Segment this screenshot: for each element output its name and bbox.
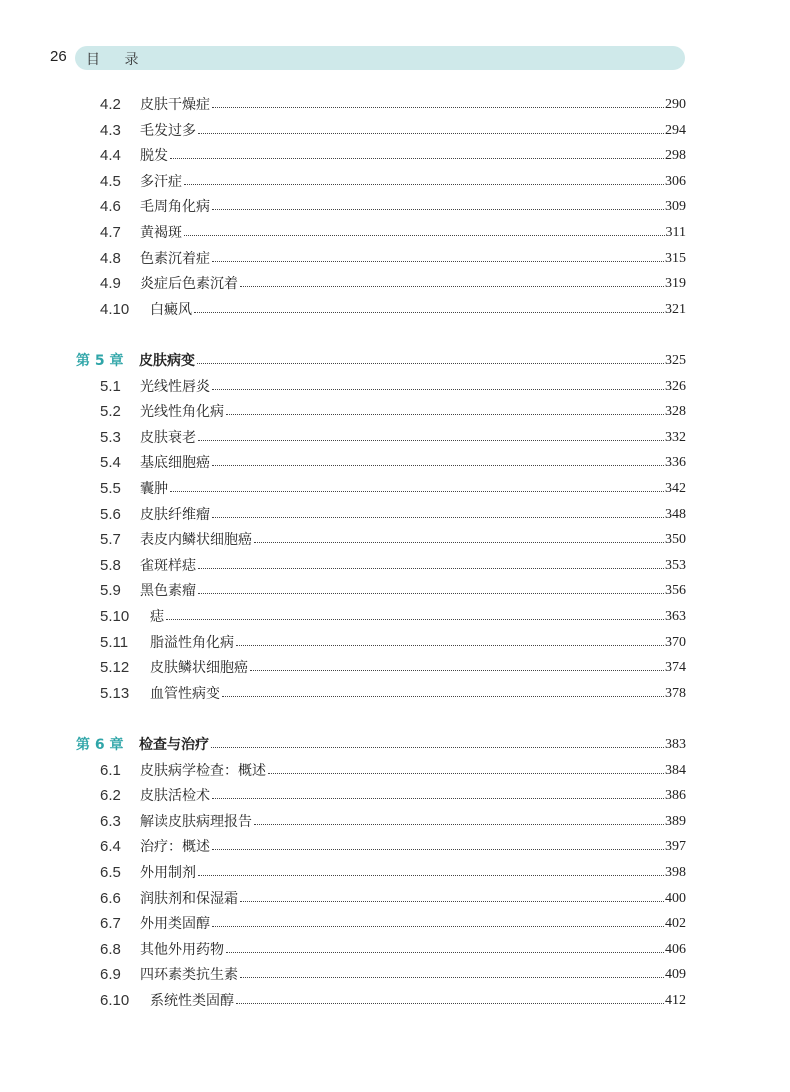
section-title: 黄褐斑 bbox=[140, 225, 182, 241]
page-ref: 363 bbox=[665, 609, 686, 624]
dot-leader bbox=[254, 541, 664, 543]
section-title: 痣 bbox=[150, 609, 164, 625]
section-row[interactable] bbox=[0, 145, 790, 167]
section-title: 系统性类固醇 bbox=[150, 993, 234, 1009]
section-number: 4.5 bbox=[100, 172, 121, 190]
chapter-row[interactable] bbox=[0, 350, 790, 372]
section-row[interactable] bbox=[0, 376, 790, 398]
section-row[interactable] bbox=[0, 580, 790, 602]
page-ref: 374 bbox=[665, 660, 686, 676]
dot-leader bbox=[212, 848, 664, 850]
header-title: 目 录 bbox=[86, 52, 149, 68]
dot-leader bbox=[212, 388, 664, 390]
section-title: 白癜风 bbox=[150, 301, 192, 318]
dot-leader bbox=[268, 772, 664, 774]
section-number: 6.9 bbox=[100, 966, 121, 984]
section-number: 5.10 bbox=[100, 608, 130, 625]
section-title: 脱发 bbox=[140, 148, 168, 165]
section-number: 6.4 bbox=[100, 838, 121, 856]
section-number: 4.7 bbox=[100, 224, 121, 241]
page-ref: 306 bbox=[665, 173, 686, 189]
section-number: 5.9 bbox=[100, 582, 121, 600]
dot-leader bbox=[240, 976, 664, 978]
dot-leader bbox=[222, 695, 664, 697]
section-number: 6.3 bbox=[100, 812, 121, 830]
dot-leader bbox=[211, 746, 664, 748]
section-number: 4.6 bbox=[100, 198, 121, 216]
section-row[interactable] bbox=[0, 120, 790, 142]
dot-leader bbox=[254, 823, 664, 825]
section-number: 5.5 bbox=[100, 480, 121, 497]
page-ref: 402 bbox=[665, 916, 686, 932]
section-title: 基底细胞癌 bbox=[140, 455, 210, 472]
section-title: 雀斑样痣 bbox=[140, 557, 196, 574]
chapter-number: 第 5 章 bbox=[76, 353, 124, 369]
section-title: 四环素类抗生素 bbox=[140, 967, 238, 984]
section-title: 皮肤衰老 bbox=[140, 429, 196, 446]
page-ref: 353 bbox=[665, 557, 686, 573]
section-title: 脂溢性角化病 bbox=[150, 634, 234, 651]
section-title: 囊肿 bbox=[140, 481, 168, 497]
page-ref: 350 bbox=[665, 532, 686, 548]
page-ref: 348 bbox=[665, 506, 686, 522]
dot-leader bbox=[184, 234, 665, 236]
section-title: 皮肤干燥症 bbox=[140, 97, 210, 113]
page-ref: 326 bbox=[665, 378, 686, 394]
dot-leader bbox=[170, 157, 664, 159]
page-ref: 386 bbox=[665, 788, 686, 804]
section-row[interactable] bbox=[0, 990, 790, 1012]
dot-leader bbox=[236, 644, 664, 646]
dot-leader bbox=[184, 183, 664, 185]
dot-leader bbox=[226, 951, 664, 953]
page-ref: 384 bbox=[665, 762, 686, 778]
dot-leader bbox=[198, 567, 664, 569]
dot-leader bbox=[212, 516, 664, 518]
chapter-title: 检查与治疗 bbox=[139, 737, 209, 753]
section-row[interactable] bbox=[0, 248, 790, 270]
section-title: 外用类固醇 bbox=[140, 916, 210, 933]
chapter-number: 第 6 章 bbox=[76, 737, 124, 753]
page-ref: 328 bbox=[665, 404, 686, 420]
page-ref: 397 bbox=[665, 839, 686, 855]
section-number: 5.11 bbox=[100, 633, 129, 651]
dot-leader bbox=[198, 592, 664, 594]
section-row[interactable] bbox=[0, 529, 790, 551]
dot-leader bbox=[250, 669, 664, 671]
chapter-row[interactable] bbox=[0, 734, 790, 756]
section-number: 5.8 bbox=[100, 556, 121, 574]
section-number: 5.6 bbox=[100, 505, 121, 523]
section-number: 6.1 bbox=[100, 761, 121, 779]
section-title: 皮肤活检术 bbox=[140, 788, 210, 805]
page-number: 26 bbox=[50, 48, 67, 65]
section-row[interactable] bbox=[0, 171, 790, 193]
page-ref: 309 bbox=[665, 199, 686, 215]
dot-leader bbox=[212, 797, 664, 799]
section-row[interactable] bbox=[0, 299, 790, 321]
page-ref: 398 bbox=[665, 865, 686, 880]
section-title: 多汗症 bbox=[140, 173, 182, 190]
section-row[interactable] bbox=[0, 913, 790, 935]
section-row[interactable] bbox=[0, 888, 790, 910]
section-title: 其他外用药物 bbox=[140, 941, 224, 958]
page-ref: 298 bbox=[665, 148, 686, 164]
page-ref: 325 bbox=[665, 353, 686, 368]
section-number: 6.10 bbox=[100, 992, 130, 1009]
page-ref: 412 bbox=[665, 993, 686, 1008]
page-ref: 290 bbox=[665, 97, 686, 112]
dot-leader bbox=[198, 439, 664, 441]
section-row[interactable] bbox=[0, 401, 790, 423]
dot-leader bbox=[197, 362, 664, 364]
dot-leader bbox=[166, 618, 664, 620]
section-number: 4.3 bbox=[100, 121, 121, 139]
section-row[interactable] bbox=[0, 222, 790, 244]
page-ref: 294 bbox=[665, 122, 686, 138]
dot-leader bbox=[240, 285, 664, 287]
page-header bbox=[50, 46, 690, 72]
section-title: 外用制剂 bbox=[140, 865, 196, 881]
page-ref: 321 bbox=[665, 301, 686, 317]
section-row[interactable] bbox=[0, 836, 790, 858]
section-title: 炎症后色素沉着 bbox=[140, 276, 238, 293]
page-ref: 336 bbox=[665, 455, 686, 471]
section-number: 5.12 bbox=[100, 659, 130, 677]
section-row[interactable] bbox=[0, 273, 790, 295]
section-row[interactable] bbox=[0, 478, 790, 500]
section-number: 6.6 bbox=[100, 889, 121, 907]
page-ref: 332 bbox=[665, 429, 686, 445]
section-number: 6.2 bbox=[100, 787, 121, 805]
section-title: 解读皮肤病理报告 bbox=[140, 813, 252, 830]
section-title: 润肤剂和保湿霜 bbox=[140, 890, 238, 907]
section-row[interactable] bbox=[0, 683, 790, 705]
section-row[interactable] bbox=[0, 657, 790, 679]
dot-leader bbox=[240, 900, 664, 902]
page-ref: 356 bbox=[665, 583, 686, 599]
page-ref: 315 bbox=[665, 250, 686, 266]
section-row[interactable] bbox=[0, 94, 790, 116]
dot-leader bbox=[198, 132, 664, 134]
page-ref: 409 bbox=[665, 967, 686, 983]
page-ref: 383 bbox=[665, 737, 686, 752]
section-number: 5.7 bbox=[100, 531, 121, 549]
section-number: 4.2 bbox=[100, 96, 121, 113]
section-number: 5.2 bbox=[100, 403, 121, 421]
section-title: 治疗：概述 bbox=[140, 839, 210, 856]
dot-leader bbox=[212, 464, 664, 466]
dot-leader bbox=[226, 413, 664, 415]
section-number: 4.10 bbox=[100, 300, 130, 318]
page-ref: 342 bbox=[665, 481, 686, 496]
section-number: 6.5 bbox=[100, 864, 121, 881]
section-number: 5.13 bbox=[100, 684, 130, 702]
dot-leader bbox=[198, 874, 664, 876]
page-ref: 389 bbox=[665, 813, 686, 829]
dot-leader bbox=[236, 1002, 664, 1004]
section-title: 血管性病变 bbox=[150, 685, 220, 702]
section-number: 4.8 bbox=[100, 249, 121, 267]
section-title: 色素沉着症 bbox=[140, 250, 210, 267]
section-row[interactable] bbox=[0, 427, 790, 449]
page-ref: 311 bbox=[665, 225, 686, 240]
section-number: 4.4 bbox=[100, 147, 121, 165]
section-number: 5.1 bbox=[100, 377, 121, 395]
dot-leader bbox=[212, 260, 664, 262]
chapter-title: 皮肤病变 bbox=[139, 353, 195, 369]
section-row[interactable] bbox=[0, 606, 790, 628]
section-title: 皮肤纤维瘤 bbox=[140, 506, 210, 523]
section-title: 毛周角化病 bbox=[140, 199, 210, 216]
section-title: 光线性唇炎 bbox=[140, 378, 210, 395]
section-title: 表皮内鳞状细胞癌 bbox=[140, 532, 252, 549]
dot-leader bbox=[212, 208, 664, 210]
page-ref: 378 bbox=[665, 685, 686, 701]
section-title: 黑色素瘤 bbox=[140, 583, 196, 600]
section-number: 6.8 bbox=[100, 940, 121, 958]
section-number: 4.9 bbox=[100, 275, 121, 293]
section-row[interactable] bbox=[0, 196, 790, 218]
section-number: 6.7 bbox=[100, 915, 121, 933]
dot-leader bbox=[212, 106, 664, 108]
section-number: 5.3 bbox=[100, 428, 121, 446]
page-ref: 406 bbox=[665, 941, 686, 957]
page-ref: 370 bbox=[665, 634, 686, 650]
section-row[interactable] bbox=[0, 939, 790, 961]
dot-leader bbox=[170, 490, 664, 492]
section-row[interactable] bbox=[0, 785, 790, 807]
section-row[interactable] bbox=[0, 862, 790, 884]
section-row[interactable] bbox=[0, 964, 790, 986]
section-title: 皮肤病学检查：概述 bbox=[140, 762, 266, 779]
dot-leader bbox=[194, 311, 664, 313]
section-title: 皮肤鳞状细胞癌 bbox=[150, 660, 248, 677]
dot-leader bbox=[212, 925, 664, 927]
section-title: 毛发过多 bbox=[140, 122, 196, 139]
section-row[interactable] bbox=[0, 632, 790, 654]
section-row[interactable] bbox=[0, 760, 790, 782]
section-row[interactable] bbox=[0, 811, 790, 833]
page-ref: 400 bbox=[665, 890, 686, 906]
section-row[interactable] bbox=[0, 504, 790, 526]
section-row[interactable] bbox=[0, 555, 790, 577]
page-ref: 319 bbox=[665, 276, 686, 292]
section-number: 5.4 bbox=[100, 454, 121, 472]
section-row[interactable] bbox=[0, 452, 790, 474]
section-title: 光线性角化病 bbox=[140, 404, 224, 421]
header-bar bbox=[75, 46, 685, 70]
